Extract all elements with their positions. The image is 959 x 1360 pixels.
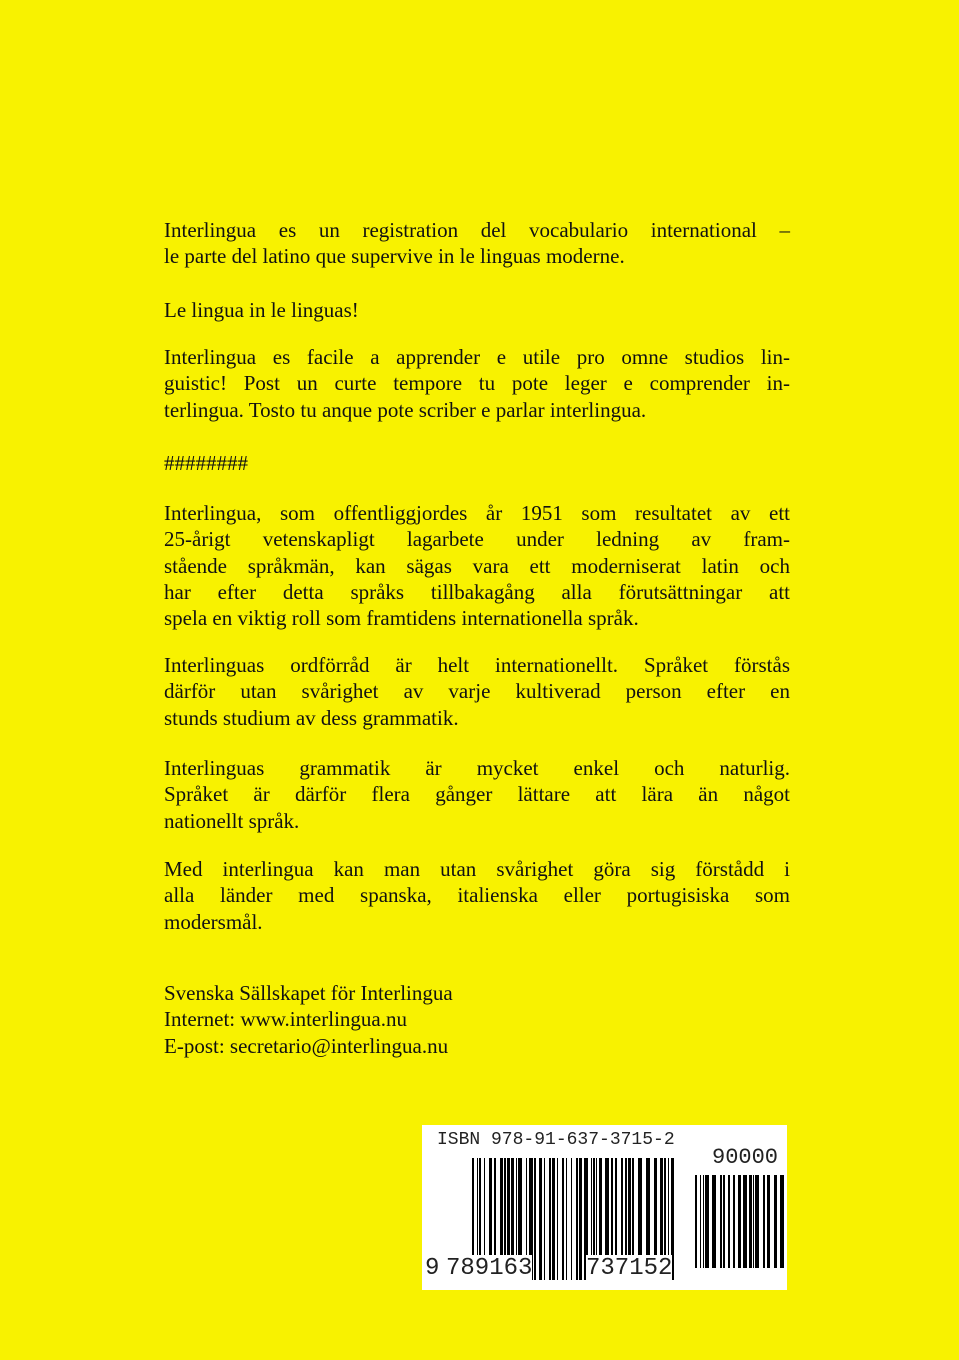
text-line: Interlingua es un registration del vocabulario international –	[164, 218, 790, 242]
text-line: Le lingua in le linguas!	[164, 298, 359, 322]
barcode-bar	[705, 1175, 709, 1268]
barcode-bar	[733, 1175, 735, 1268]
organization-name: Svenska Sällskapet för Interlingua	[164, 981, 453, 1005]
barcode-bar	[755, 1175, 759, 1268]
barcode-bar	[749, 1175, 752, 1268]
barcode-bar	[774, 1175, 777, 1268]
text-line: Interlinguas grammatik är mycket enkel och naturlig.	[164, 756, 790, 780]
barcode-digits-right: 737152	[586, 1255, 673, 1282]
text-line: Med interlingua kan man utan svårighet göra sig förstådd i	[164, 857, 790, 881]
text-line: stunds studium av dess grammatik.	[164, 705, 459, 730]
barcode-bar	[723, 1175, 725, 1268]
paragraph	[164, 344, 790, 423]
barcode-digits-left: 789163	[446, 1255, 533, 1282]
text-line: alla länder med spanska, italienska eller portugisiska som	[164, 883, 790, 908]
barcode-bar	[763, 1175, 765, 1268]
barcode-bar	[712, 1175, 716, 1268]
barcode-bar	[571, 1158, 572, 1280]
isbn-number: ISBN 978-91-637-3715-2	[437, 1130, 675, 1150]
barcode-bar	[539, 1158, 542, 1280]
text-line: därför utan svårighet av varje kultiverad person efter en	[164, 679, 790, 704]
text-line: Språket är därför flera gånger lättare att lära än något	[164, 782, 790, 807]
text-line: 25-årigt vetenskapligt lagarbete under ledning av fram-	[164, 527, 790, 552]
text-line: guistic! Post un curte tempore tu pote leger e comprender in-	[164, 371, 790, 396]
barcode-bar	[767, 1175, 770, 1268]
text-line: ########	[164, 451, 248, 475]
paragraph	[164, 856, 790, 935]
barcode-bar	[703, 1175, 704, 1268]
text-line: Interlingua es facile a apprender e utile pro omne studios lin-	[164, 345, 790, 369]
barcode-bar	[720, 1175, 722, 1268]
barcode-bar	[738, 1175, 741, 1268]
barcode-digit-first: 9	[425, 1255, 440, 1282]
barcode-bar	[695, 1175, 697, 1268]
paragraph	[164, 652, 790, 731]
text-line: Interlingua, som offentliggjordes år 1951 som resultatet av ett	[164, 501, 790, 525]
text-line: terlingua. Tosto tu anque pote scriber e parlar interlingua.	[164, 397, 647, 422]
barcode-bar	[552, 1158, 555, 1280]
email-link[interactable]: E-post: secretario@interlingua.nu	[164, 1033, 449, 1058]
text-line: nationellt språk.	[164, 808, 300, 833]
text-line: modersmål.	[164, 909, 263, 934]
barcode-bar	[579, 1158, 582, 1280]
barcode-bar	[557, 1158, 558, 1280]
text-line: stående språkmän, kan sägas vara ett moderniserat latin och	[164, 553, 790, 578]
barcode-bar	[728, 1175, 730, 1268]
paragraph	[164, 297, 790, 323]
paragraph	[164, 217, 790, 270]
text-line: le parte del latino que supervive in le linguas moderne.	[164, 244, 625, 269]
section-divider	[164, 450, 790, 476]
price-code: 90000	[712, 1145, 779, 1170]
text-line: spela en viktig roll som framtidens internationella språk.	[164, 606, 639, 631]
barcode-bar	[753, 1175, 754, 1268]
barcode-bar	[566, 1158, 567, 1280]
barcode-bar	[700, 1175, 701, 1268]
barcode-bar	[743, 1175, 747, 1268]
text-line: har efter detta språks tillbakagång alla förutsättningar att	[164, 579, 790, 604]
text-line: Interlinguas ordförråd är helt internationellt. Språket förstås	[164, 653, 790, 677]
barcode-bar	[549, 1158, 551, 1280]
barcode-bar	[780, 1175, 784, 1268]
paragraph	[164, 755, 790, 834]
isbn-barcode	[422, 1125, 787, 1290]
barcode-bar	[534, 1158, 536, 1280]
website-link[interactable]: Internet: www.interlingua.nu	[164, 1007, 407, 1032]
barcode-bar	[562, 1158, 564, 1280]
barcode-bar	[544, 1158, 545, 1280]
barcode-bar	[576, 1158, 578, 1280]
contact-block	[164, 980, 790, 1059]
paragraph	[164, 500, 790, 631]
